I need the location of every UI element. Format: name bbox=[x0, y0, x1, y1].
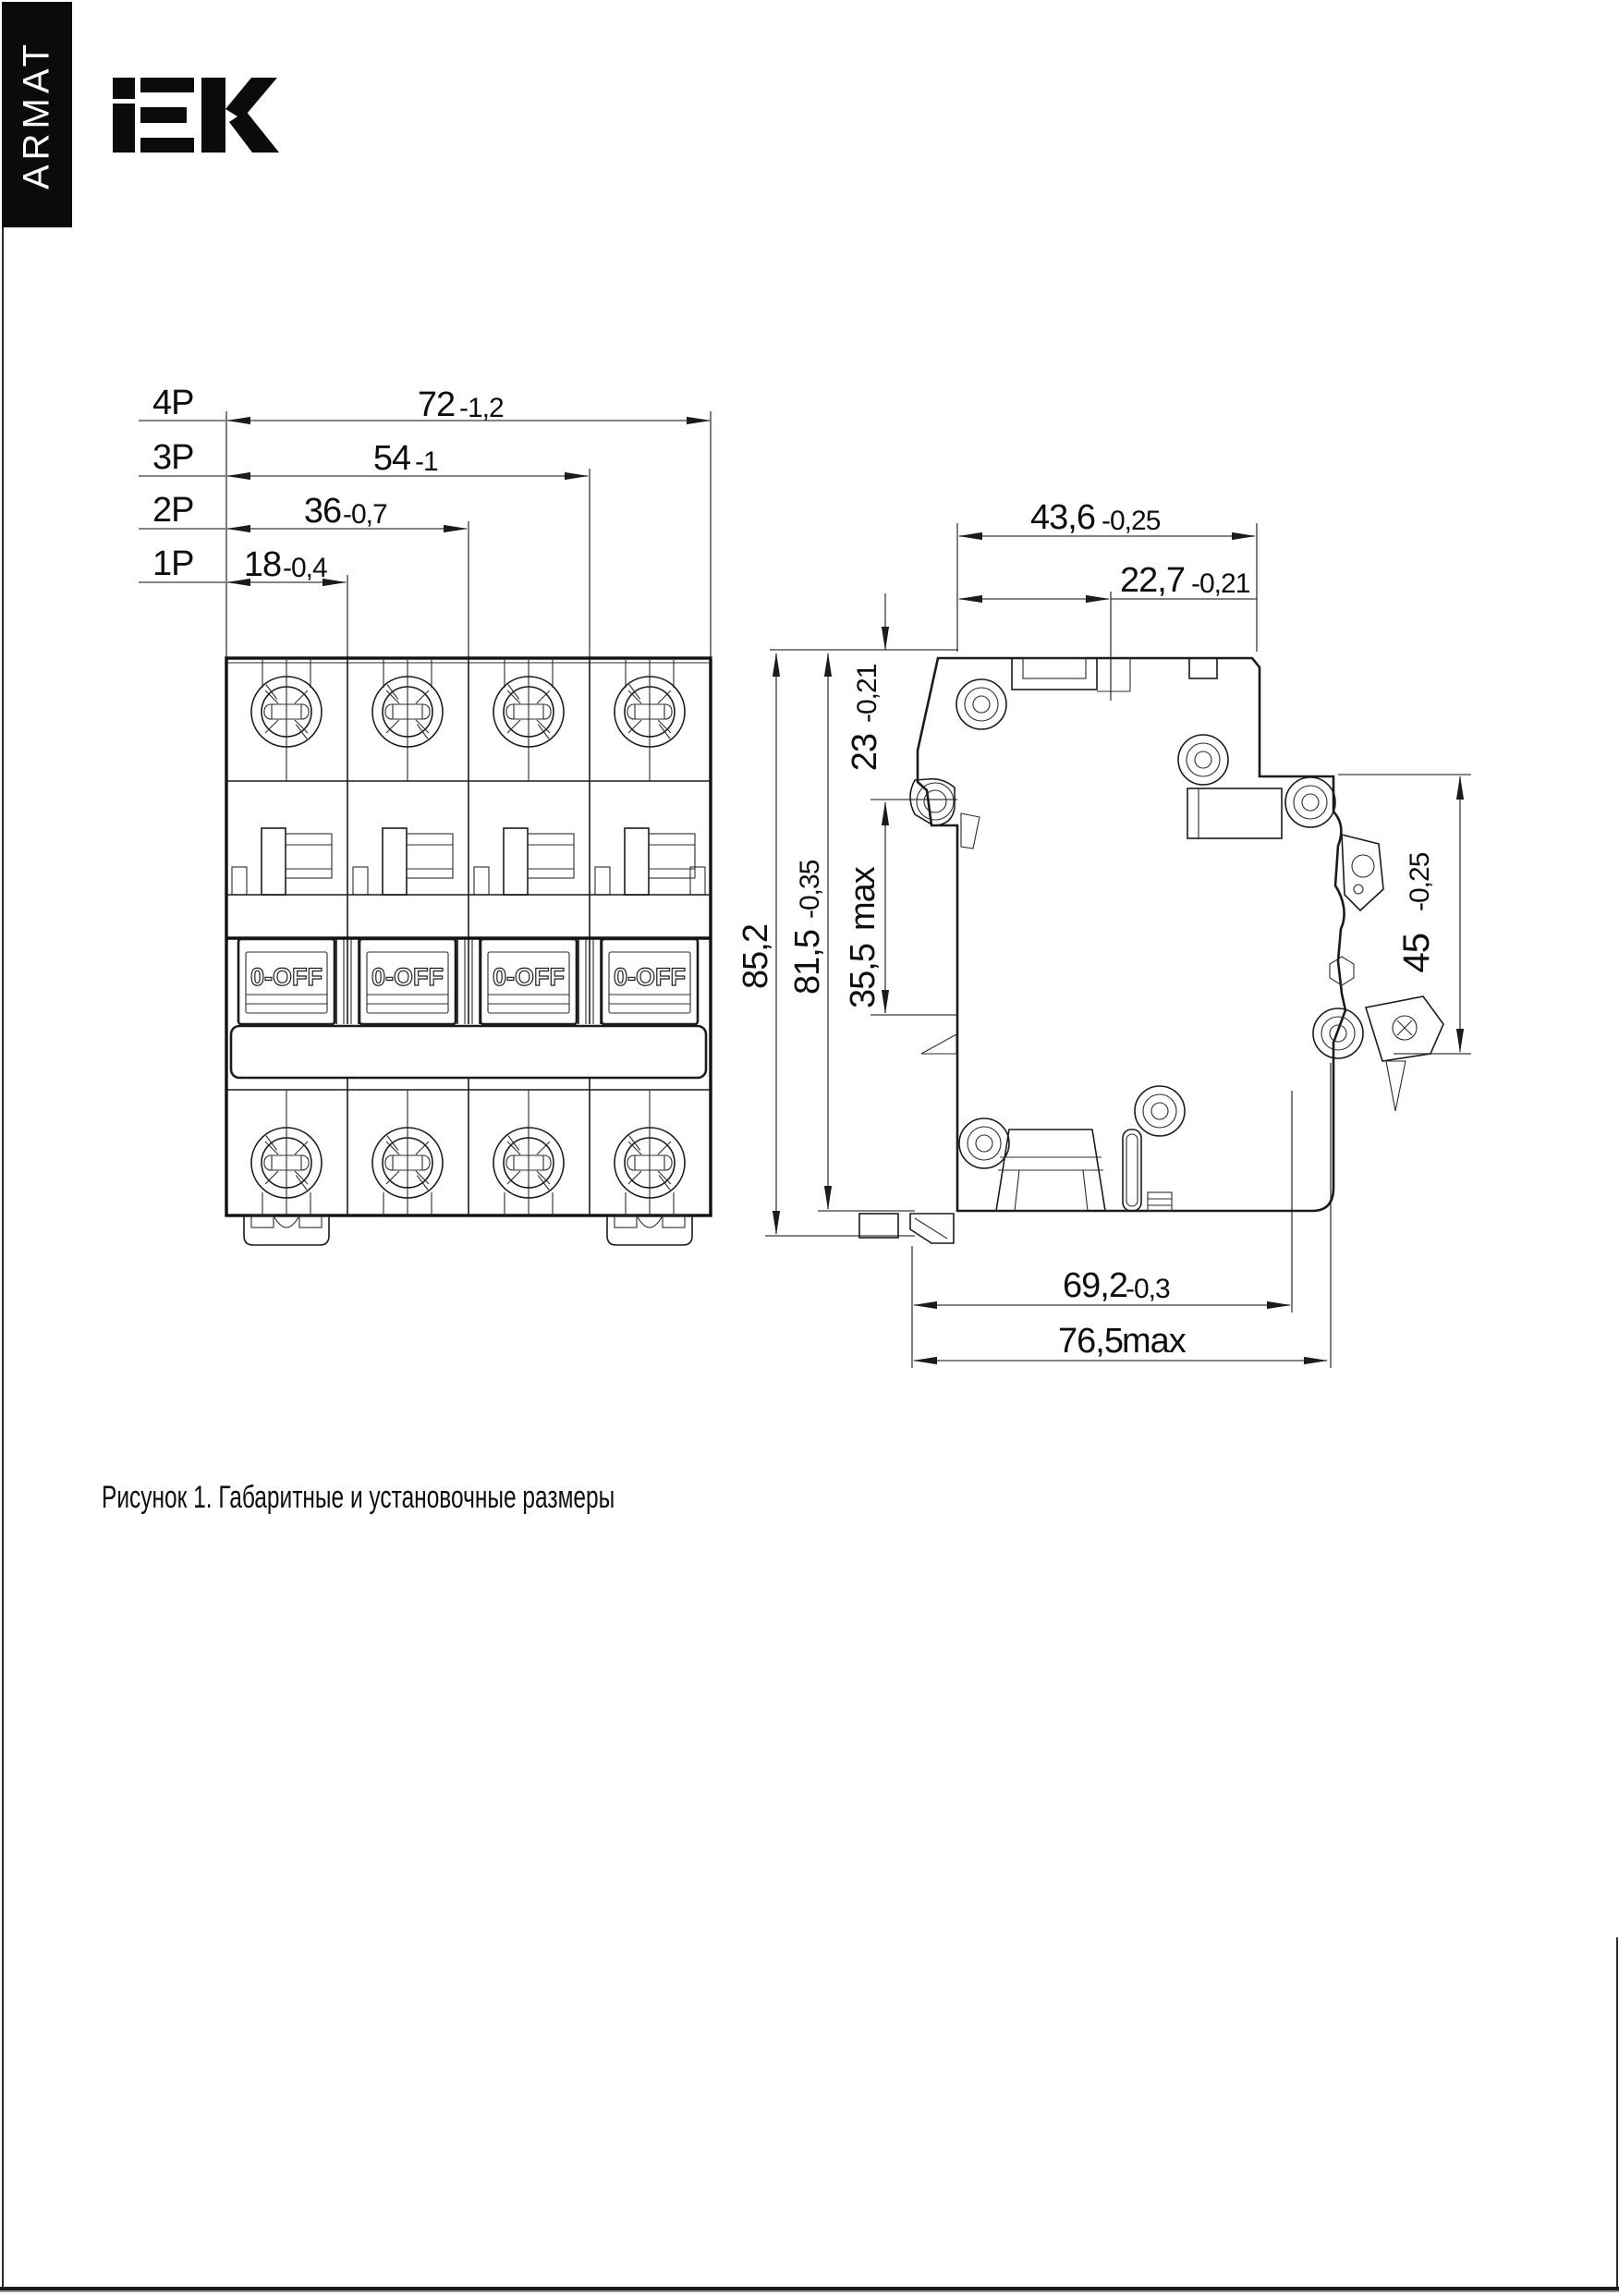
dim-rail-tol: -0,25 bbox=[1405, 852, 1435, 911]
dim-recess-value: 23 bbox=[846, 734, 884, 772]
pole-label-3p: 3P bbox=[152, 438, 194, 477]
toggle-state-label: 0-OFF bbox=[614, 963, 686, 991]
pole-label-1p: 1P bbox=[152, 544, 194, 583]
dim-depth-tol: -0,3 bbox=[1126, 1274, 1170, 1304]
terminal-clamp bbox=[474, 828, 574, 895]
breaker-side-outline bbox=[918, 658, 1345, 1211]
dim-height-total-value: 85,2 bbox=[736, 924, 775, 989]
dim-toggle-max-value: 35,5 bbox=[844, 944, 883, 1008]
screw-boss-icon bbox=[956, 679, 1006, 729]
dim-width-inner-value: 22,7 bbox=[1120, 561, 1185, 600]
toggle-state-label: 0-OFF bbox=[371, 963, 444, 991]
terminal-clamp bbox=[595, 828, 695, 895]
bottom-terminal-screw-icon bbox=[615, 1090, 685, 1215]
dim-3p-value: 54 bbox=[372, 439, 411, 478]
toggle-state-label: 0-OFF bbox=[493, 963, 565, 991]
dim-toggle-max-suffix: max bbox=[844, 867, 883, 931]
dim-2p-tol: -0,7 bbox=[343, 499, 387, 530]
terminal-release-clamp bbox=[1366, 996, 1443, 1061]
terminal-clamp bbox=[232, 828, 332, 895]
pole-label-4p: 4P bbox=[152, 384, 194, 422]
dim-4p-value: 72 bbox=[417, 385, 456, 424]
rating-window bbox=[1187, 788, 1282, 838]
front-view-dimensions bbox=[139, 384, 711, 658]
bottom-terminal-screw-icon bbox=[251, 1090, 322, 1215]
dim-recess-group bbox=[846, 664, 884, 771]
terminal-clamp bbox=[353, 828, 453, 895]
top-terminal-screw-icon bbox=[615, 658, 685, 781]
dim-width-inner-tol: -0,21 bbox=[1191, 568, 1250, 599]
dim-2p-value: 36 bbox=[303, 492, 342, 531]
dim-rail-group bbox=[1396, 852, 1437, 972]
top-terminal-screw-icon bbox=[372, 658, 443, 781]
dim-height-body-group bbox=[788, 860, 827, 995]
dim-height-body-tol: -0,35 bbox=[795, 860, 825, 919]
side-view-dimensions bbox=[736, 498, 1471, 1368]
dim-depth-value: 69,2 bbox=[1063, 1266, 1127, 1305]
hex-hole bbox=[1330, 957, 1354, 985]
bottom-terminal-screw-icon bbox=[372, 1090, 443, 1215]
din-rail-foot bbox=[244, 1215, 329, 1245]
dim-depth-max-value: 76,5 bbox=[1058, 1322, 1123, 1361]
din-latch-lever bbox=[1342, 835, 1383, 910]
dim-rail-value: 45 bbox=[1396, 934, 1437, 973]
dim-height-body-value: 81,5 bbox=[788, 930, 827, 995]
top-terminal-screw-icon bbox=[251, 658, 322, 781]
dim-depth-max-suffix: max bbox=[1122, 1322, 1186, 1361]
din-rail-foot bbox=[607, 1215, 692, 1245]
din-clip-tab bbox=[921, 1034, 956, 1054]
dim-width-top-value: 43,6 bbox=[1030, 498, 1095, 537]
dim-recess-tol: -0,21 bbox=[852, 664, 883, 723]
dim-1p-tol: -0,4 bbox=[283, 553, 327, 583]
pole-label-2p: 2P bbox=[152, 491, 194, 530]
screw-boss-icon bbox=[1135, 1086, 1185, 1136]
din-foot-tail bbox=[859, 1214, 898, 1238]
front-view-drawing bbox=[226, 658, 711, 1245]
dim-toggle-max-group bbox=[844, 866, 883, 1008]
toggle-state-label: 0-OFF bbox=[250, 963, 323, 991]
top-terminal-screw-icon bbox=[493, 658, 564, 781]
screw-boss-icon bbox=[1285, 777, 1335, 827]
dim-width-top-tol: -0,25 bbox=[1102, 506, 1161, 536]
side-view-drawing bbox=[859, 658, 1443, 1243]
figure-caption: Рисунок 1. Габаритные и установочные размеры bbox=[102, 1480, 615, 1515]
bottom-terminal-screw-icon bbox=[493, 1090, 564, 1215]
screw-boss-icon bbox=[1178, 735, 1228, 785]
dim-3p-tol: -1 bbox=[415, 446, 438, 477]
dim-height-total-group bbox=[736, 924, 775, 989]
screw-boss-icon bbox=[959, 1118, 1009, 1168]
toggle-tie-bar bbox=[231, 1026, 706, 1078]
dim-1p-value: 18 bbox=[243, 545, 282, 584]
dim-4p-tol: -1,2 bbox=[459, 393, 504, 423]
brand-vertical-label: ARMAT bbox=[16, 39, 57, 190]
